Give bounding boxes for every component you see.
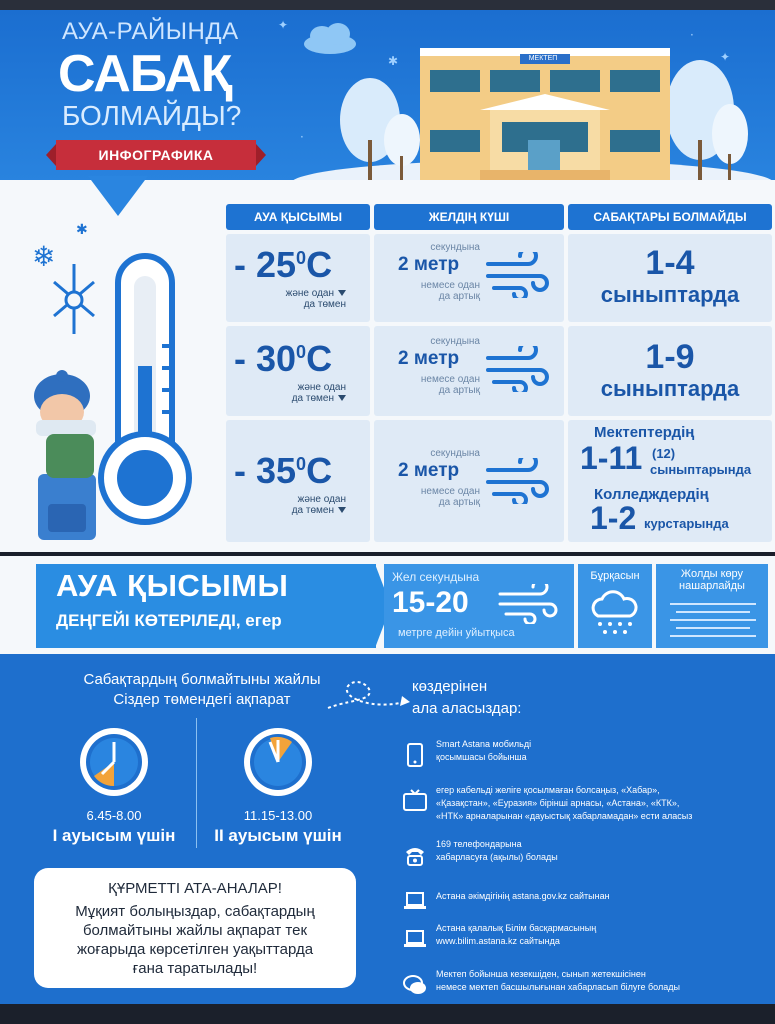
temp-unit: C — [306, 244, 333, 285]
wind-main: 2 метр — [398, 254, 460, 275]
college-label: Колледждердің — [594, 486, 709, 503]
notice-body — [44, 902, 346, 978]
blizzard-label: Бұрқасын — [590, 570, 640, 582]
source-line: қосымшасы бойынша — [436, 752, 527, 762]
degree-sign: 0 — [296, 248, 307, 268]
wind-bot-line2: да артық — [438, 385, 480, 396]
snowflake-icon: · — [300, 130, 304, 144]
temp-note-line2: да төмен — [291, 505, 334, 516]
laptop-icon — [402, 926, 428, 952]
intro-line1: Сабақтардың болмайтыны жайлы — [83, 671, 321, 688]
shift2-time: 11.15-13.00 — [243, 808, 313, 823]
wind-icon — [484, 458, 550, 504]
degree-sign: 0 — [296, 342, 307, 362]
list-item — [398, 838, 775, 884]
shift1-label: І ауысым үшін — [52, 826, 176, 845]
list-item — [398, 884, 775, 922]
classes-number: 1-4 — [645, 244, 695, 282]
svg-text:✱: ✱ — [76, 222, 88, 238]
mobile-app-icon — [402, 742, 428, 768]
thermometer-illustration — [20, 216, 220, 546]
top-strip — [0, 0, 775, 10]
temp-note — [246, 382, 346, 404]
school-sup: (12) — [652, 446, 676, 461]
wind-bot-line1: немесе одан — [420, 374, 480, 385]
list-item — [398, 738, 775, 784]
school-sign: МЕКТЕП — [528, 55, 558, 62]
source-line: хабарласуға (ақылы) болады — [436, 852, 558, 862]
wind-bot-line2: да артық — [438, 291, 480, 302]
source-text — [436, 784, 775, 823]
temp-unit: C — [306, 450, 333, 491]
info-intro-right — [412, 676, 521, 720]
temp-note-line2: да төмен — [291, 393, 334, 404]
title-line-2: САБАҚ — [58, 45, 232, 103]
temperature-value — [234, 338, 332, 380]
intro-line2: Сіздер төмендегі ақпарат — [113, 691, 291, 708]
snowflake-icon: ✦ — [278, 18, 289, 32]
fog-icon — [670, 600, 756, 640]
temp-note-line1: және одан — [297, 494, 346, 505]
temp-note — [246, 288, 346, 310]
info-intro — [62, 670, 342, 710]
shift1-time: 6.45-8.00 — [86, 808, 142, 823]
classes-word: сыныптарда — [600, 282, 740, 307]
source-line: Астана әкімдігінің astana.gov.kz сайтынан — [436, 891, 610, 901]
source-line: егер кабельді желіге қосылмаған болсаңыз, «Хабар», — [436, 785, 660, 795]
temp-note-line2: да төмен — [303, 299, 346, 310]
wind-bot-line1: немесе одан — [420, 280, 480, 291]
wind-speed-value: 15-20 — [392, 586, 469, 619]
school-classes-number: 1-11 — [580, 440, 643, 476]
clock-icon — [240, 724, 316, 800]
temperature-value — [234, 450, 332, 492]
tv-icon — [402, 788, 428, 814]
infographic-ribbon: ИНФОГРАФИКА — [56, 140, 256, 170]
intro-right-line2: ала аласыздар: — [412, 700, 522, 717]
title-line-1: АУА-РАЙЫНДА — [62, 18, 239, 45]
snowflake-icon: · — [690, 28, 694, 42]
wind-main: 2 метр — [398, 348, 460, 369]
arrow-down-icon — [338, 395, 346, 401]
arrow-down-icon — [338, 507, 346, 513]
wind-main: 2 метр — [398, 460, 460, 481]
source-text — [436, 922, 775, 948]
shift-divider — [196, 718, 197, 848]
chat-icon — [402, 972, 428, 998]
svg-text:❄: ❄ — [32, 240, 56, 273]
notice-line: Мұқият болыңыздар, сабақтардың — [75, 903, 315, 920]
wind-speed-top: Жел секундына — [392, 570, 480, 584]
wind-bottom — [390, 280, 480, 302]
source-line: «НТК» арналарынан «дауыстық хабарламадан» ести аласыз — [436, 811, 693, 821]
wind-speed-bottom: метрге дейін уйытқыса — [398, 627, 515, 639]
college-courses-word: курстарында — [644, 516, 729, 531]
temp-note-line1: және одан — [285, 288, 334, 299]
wind-icon — [484, 252, 550, 298]
pressure-title: АУА ҚЫСЫМЫ — [56, 568, 289, 603]
temp-note-line1: және одан — [297, 382, 346, 393]
wind-bot-line2: да артық — [438, 497, 480, 508]
school-classes-word: сыныптарында — [650, 462, 752, 477]
notice-line: жоғарыда көрсетілген уақыттарда — [76, 941, 314, 958]
wind-bottom — [390, 374, 480, 396]
arrow-down-icon — [338, 290, 346, 296]
header-wind: ЖЕЛДІҢ КҮШІ — [374, 204, 564, 230]
speech-notch — [88, 176, 148, 216]
wind-bot-line1: немесе одан — [420, 486, 480, 497]
wind-top: секундына — [430, 336, 480, 347]
visibility-line2: нашарлайды — [679, 580, 745, 592]
notice-line: ғана таратылады! — [132, 960, 258, 977]
dotted-arrow-icon — [324, 672, 410, 714]
temperature-value — [234, 244, 332, 286]
pressure-subtitle: ДЕҢГЕЙІ КӨТЕРІЛЕДІ, егер — [56, 611, 282, 630]
wind-top: секундына — [430, 448, 480, 459]
source-text — [436, 738, 775, 764]
source-line: «Қазақстан», «Еуразия» бірінші арнасы, «Астана», «КТК», — [436, 798, 680, 808]
college-courses-number: 1-2 — [590, 500, 637, 536]
source-text — [436, 968, 775, 994]
source-line: www.bilim.astana.kz сайтында — [436, 936, 560, 946]
phone-icon — [402, 842, 428, 868]
list-item — [398, 784, 775, 838]
snow-cloud-icon — [588, 590, 644, 642]
degree-sign: 0 — [296, 454, 307, 474]
classes-word: сыныптарда — [600, 376, 740, 401]
notice-title: ҚҰРМЕТТІ АТА-АНАЛАР! — [108, 880, 282, 897]
source-text — [436, 838, 775, 864]
intro-right-line1: көздерінен — [412, 678, 488, 695]
list-item — [398, 922, 775, 968]
header — [0, 10, 775, 194]
temp-number: - 30 — [234, 338, 297, 379]
visibility-line1: Жолды көру — [680, 568, 744, 580]
clock-icon — [76, 724, 152, 800]
bottom-strip — [0, 1004, 775, 1024]
snowflake-icon: ✱ — [388, 54, 399, 68]
temp-number: - 25 — [234, 244, 297, 285]
header-no-classes: САБАҚТАРЫ БОЛМАЙДЫ — [568, 204, 772, 230]
sources-list — [398, 738, 775, 1014]
wind-icon — [484, 346, 550, 392]
wind-bottom — [390, 486, 480, 508]
temp-number: - 35 — [234, 450, 297, 491]
source-line: Smart Astana мобильді — [436, 739, 532, 749]
classes-number: 1-9 — [645, 338, 695, 376]
notice-line: болмайтыны жайлы ақпарат тек — [82, 922, 308, 939]
source-line: Мектеп бойынша кезекшіден, сынып жетекшісінен — [436, 969, 646, 979]
wind-top: секундына — [430, 242, 480, 253]
title-line-3: БОЛМАЙДЫ? — [62, 100, 242, 131]
visibility-label — [656, 568, 768, 592]
header-pressure: АУА ҚЫСЫМЫ — [226, 204, 370, 230]
laptop-icon — [402, 888, 428, 914]
temp-unit: C — [306, 338, 333, 379]
snowflake-icon: ✦ — [720, 50, 731, 64]
school-label: Мектептердің — [594, 424, 695, 441]
source-line: Астана қалалық Білім басқармасының — [436, 923, 597, 933]
shift2-label: ІІ ауысым үшін — [214, 826, 342, 845]
wind-icon — [496, 584, 562, 624]
source-line: немесе мектеп басшылығынан хабарласып білуге болады — [436, 982, 680, 992]
source-line: 169 телефондарына — [436, 839, 522, 849]
source-text — [436, 890, 775, 903]
temp-note — [246, 494, 346, 516]
